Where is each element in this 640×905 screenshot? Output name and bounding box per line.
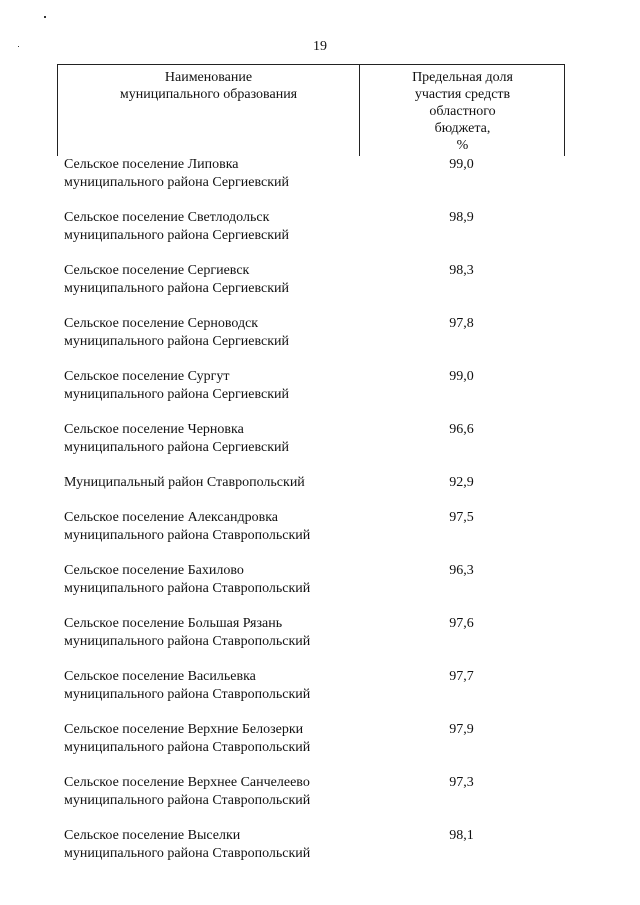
page-number: 19 [313,39,327,54]
municipality-name-line: муниципального района Ставропольский [64,793,311,808]
municipality-name [64,209,364,245]
table-row [57,562,565,615]
budget-share-value: 97,3 [449,775,474,790]
budget-share-value: 92,9 [449,475,474,490]
municipality-name [64,421,364,457]
municipality-name-line: Сельское поселение Верхние Белозерки [64,722,304,737]
table-row [57,156,565,209]
municipality-name [64,827,364,863]
municipality-name-line: Сельское поселение Черновка [64,422,244,437]
municipality-name-line: Сельское поселение Выселки [64,828,241,843]
scan-speck [44,16,46,18]
municipality-name [64,262,364,298]
table-row [57,368,565,421]
budget-share-value: 99,0 [449,369,474,384]
municipality-name-line: муниципального района Сергиевский [64,281,290,296]
header-share-line: % [456,138,469,153]
table-row [57,721,565,774]
municipality-name [64,774,364,810]
municipality-name [64,721,364,757]
table-header [57,64,565,156]
municipality-name-line: Сельское поселение Бахилово [64,563,244,578]
budget-share-value: 98,9 [449,210,474,225]
table-row [57,315,565,368]
budget-share-value: 97,6 [449,616,474,631]
budget-share-value: 96,6 [449,422,474,437]
table-row [57,615,565,668]
municipality-name-line: Сельское поселение Серноводск [64,316,259,331]
budget-share-value: 97,7 [449,669,474,684]
municipality-name-line: муниципального района Сергиевский [64,175,290,190]
municipality-name [64,615,364,651]
budget-share-value: 99,0 [449,157,474,172]
municipality-name-line: муниципального района Ставропольский [64,846,311,861]
budget-share-value: 97,9 [449,722,474,737]
municipality-name-line: Сельское поселение Светлодольск [64,210,270,225]
municipality-name-line: Сельское поселение Большая Рязань [64,616,283,631]
municipality-name [64,562,364,598]
municipality-name [64,474,364,492]
header-name-line: Наименование [164,70,253,85]
municipality-name-line: Сельское поселение Васильевка [64,669,256,684]
table-row [57,668,565,721]
municipality-name [64,668,364,704]
municipality-name [64,509,364,545]
header-budget-share [360,69,565,154]
table-body [57,156,565,880]
header-municipality-name [58,69,359,103]
budget-share-value: 97,5 [449,510,474,525]
header-share-line: участия средств [414,87,511,102]
table-row [57,509,565,562]
municipality-name-line: муниципального района Сергиевский [64,440,290,455]
budget-share-value: 97,8 [449,316,474,331]
budget-share-value: 96,3 [449,563,474,578]
municipality-name-line: муниципального района Ставропольский [64,687,311,702]
municipality-name [64,156,364,192]
municipality-name-line: муниципального района Ставропольский [64,740,311,755]
municipality-name-line: Муниципальный район Ставропольский [64,475,305,490]
header-share-line: областного [429,104,496,119]
municipality-name-line: муниципального района Ставропольский [64,634,311,649]
budget-share-table [57,64,565,861]
table-row [57,474,565,509]
municipality-name [64,315,364,351]
municipality-name [64,368,364,404]
municipality-name-line: Сельское поселение Александровка [64,510,279,525]
table-row [57,262,565,315]
municipality-name-line: муниципального района Сергиевский [64,334,290,349]
municipality-name-line: Сельское поселение Сергиевск [64,263,250,278]
table-row [57,209,565,262]
budget-share-value: 98,1 [449,828,474,843]
header-name-line: муниципального образования [119,87,298,102]
table-row [57,827,565,880]
header-share-line: бюджета, [434,121,491,136]
header-share-line: Предельная доля [412,70,513,85]
table-row [57,421,565,474]
municipality-name-line: Сельское поселение Сургут [64,369,230,384]
municipality-name-line: муниципального района Сергиевский [64,387,290,402]
municipality-name-line: муниципального района Ставропольский [64,528,311,543]
municipality-name-line: муниципального района Сергиевский [64,228,290,243]
municipality-name-line: муниципального района Ставропольский [64,581,311,596]
municipality-name-line: Сельское поселение Липовка [64,157,239,172]
budget-share-value: 98,3 [449,263,474,278]
table-row [57,774,565,827]
municipality-name-line: Сельское поселение Верхнее Санчелеево [64,775,310,790]
